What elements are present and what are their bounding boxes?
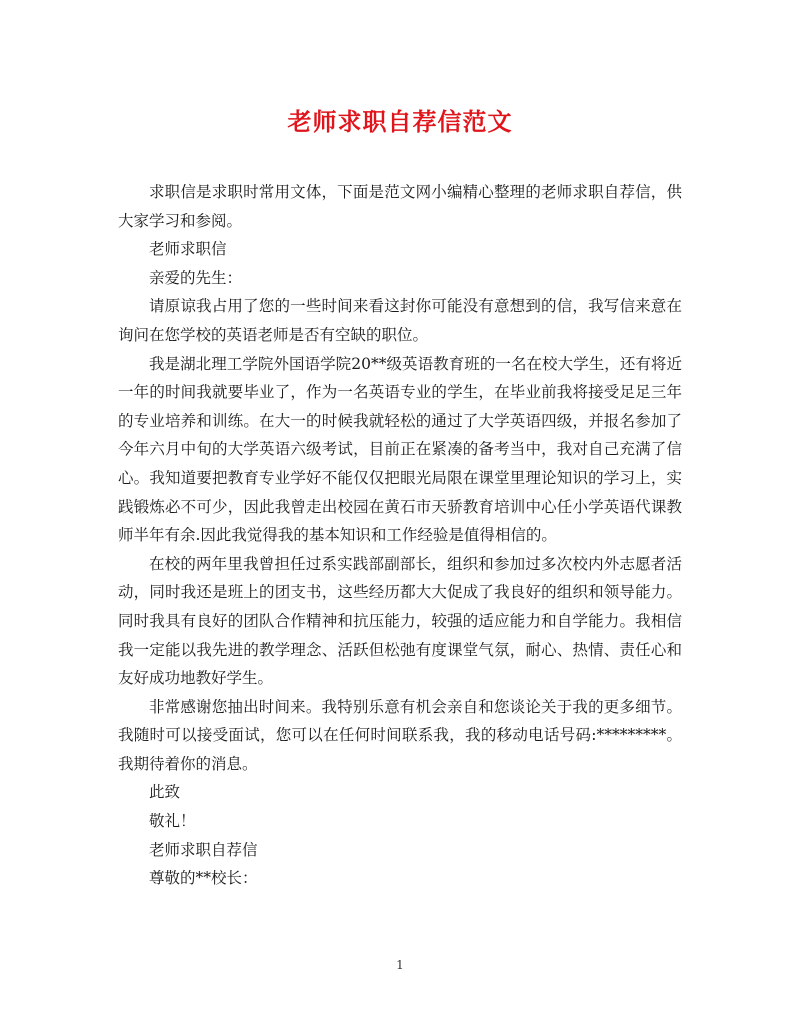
body-paragraph: 请原谅我占用了您的一些时间来看这封你可能没有意想到的信，我写信来意在询问在您学校的英语老师是否有空缺的职位。 bbox=[118, 297, 682, 344]
second-letter-heading: 老师求职自荐信 bbox=[149, 840, 258, 859]
body-paragraph: 在校的两年里我曾担任过系实践部副部长，组织和参加过多次校内外志愿者活动，同时我还是班上的团支书，这些经历都大大促成了我良好的组织和领导能力。同时我具有良好的团队合作精神和抗压能力，较强的适应能力和自学能力。我相信我一定能以我先进的教学理念、活跃但松弛有度课堂气氛，耐心、热情、责任心和友好成功地教好学生。 bbox=[118, 554, 682, 688]
intro-paragraph: 求职信是求职时常用文体，下面是范文网小编精心整理的老师求职自荐信，供大家学习和参阅。 bbox=[118, 183, 682, 230]
letter-heading: 老师求职信 bbox=[149, 240, 227, 259]
page-number: 1 bbox=[396, 958, 404, 972]
salutation: 亲爱的先生： bbox=[149, 268, 243, 287]
closing-line: 此致 bbox=[149, 783, 181, 802]
document-body bbox=[118, 178, 682, 893]
closing-regards: 敬礼！ bbox=[149, 812, 196, 831]
document-title: 老师求职自荐信范文 bbox=[287, 107, 513, 136]
second-salutation: 尊敬的**校长： bbox=[149, 869, 258, 888]
body-paragraph: 非常感谢您抽出时间来。我特别乐意有机会亲自和您谈论关于我的更多细节。我随时可以接受面试，您可以在任何时间联系我，我的移动电话号码:*********。我期待着你的消息。 bbox=[118, 697, 682, 773]
body-paragraph: 我是湖北理工学院外国语学院20**级英语教育班的一名在校大学生，还有将近一年的时间我就要毕业了，作为一名英语专业的学生，在毕业前我将接受足足三年的专业培养和训练。在大一的时候我就轻松的通过了大学英语四级，并报名参加了今年六月中旬的大学英语六级考试，目前正在紧凑的备考当中，我对自己充满了信心。我知道要把教育专业学好不能仅仅把眼光局限在课堂里理论知识的学习上，实践锻炼必不可少，因此我曾走出校园在黄石市天骄教育培训中心任小学英语代课教师半年有余.因此我觉得我的基本知识和工作经验是值得相信的。 bbox=[118, 354, 682, 545]
